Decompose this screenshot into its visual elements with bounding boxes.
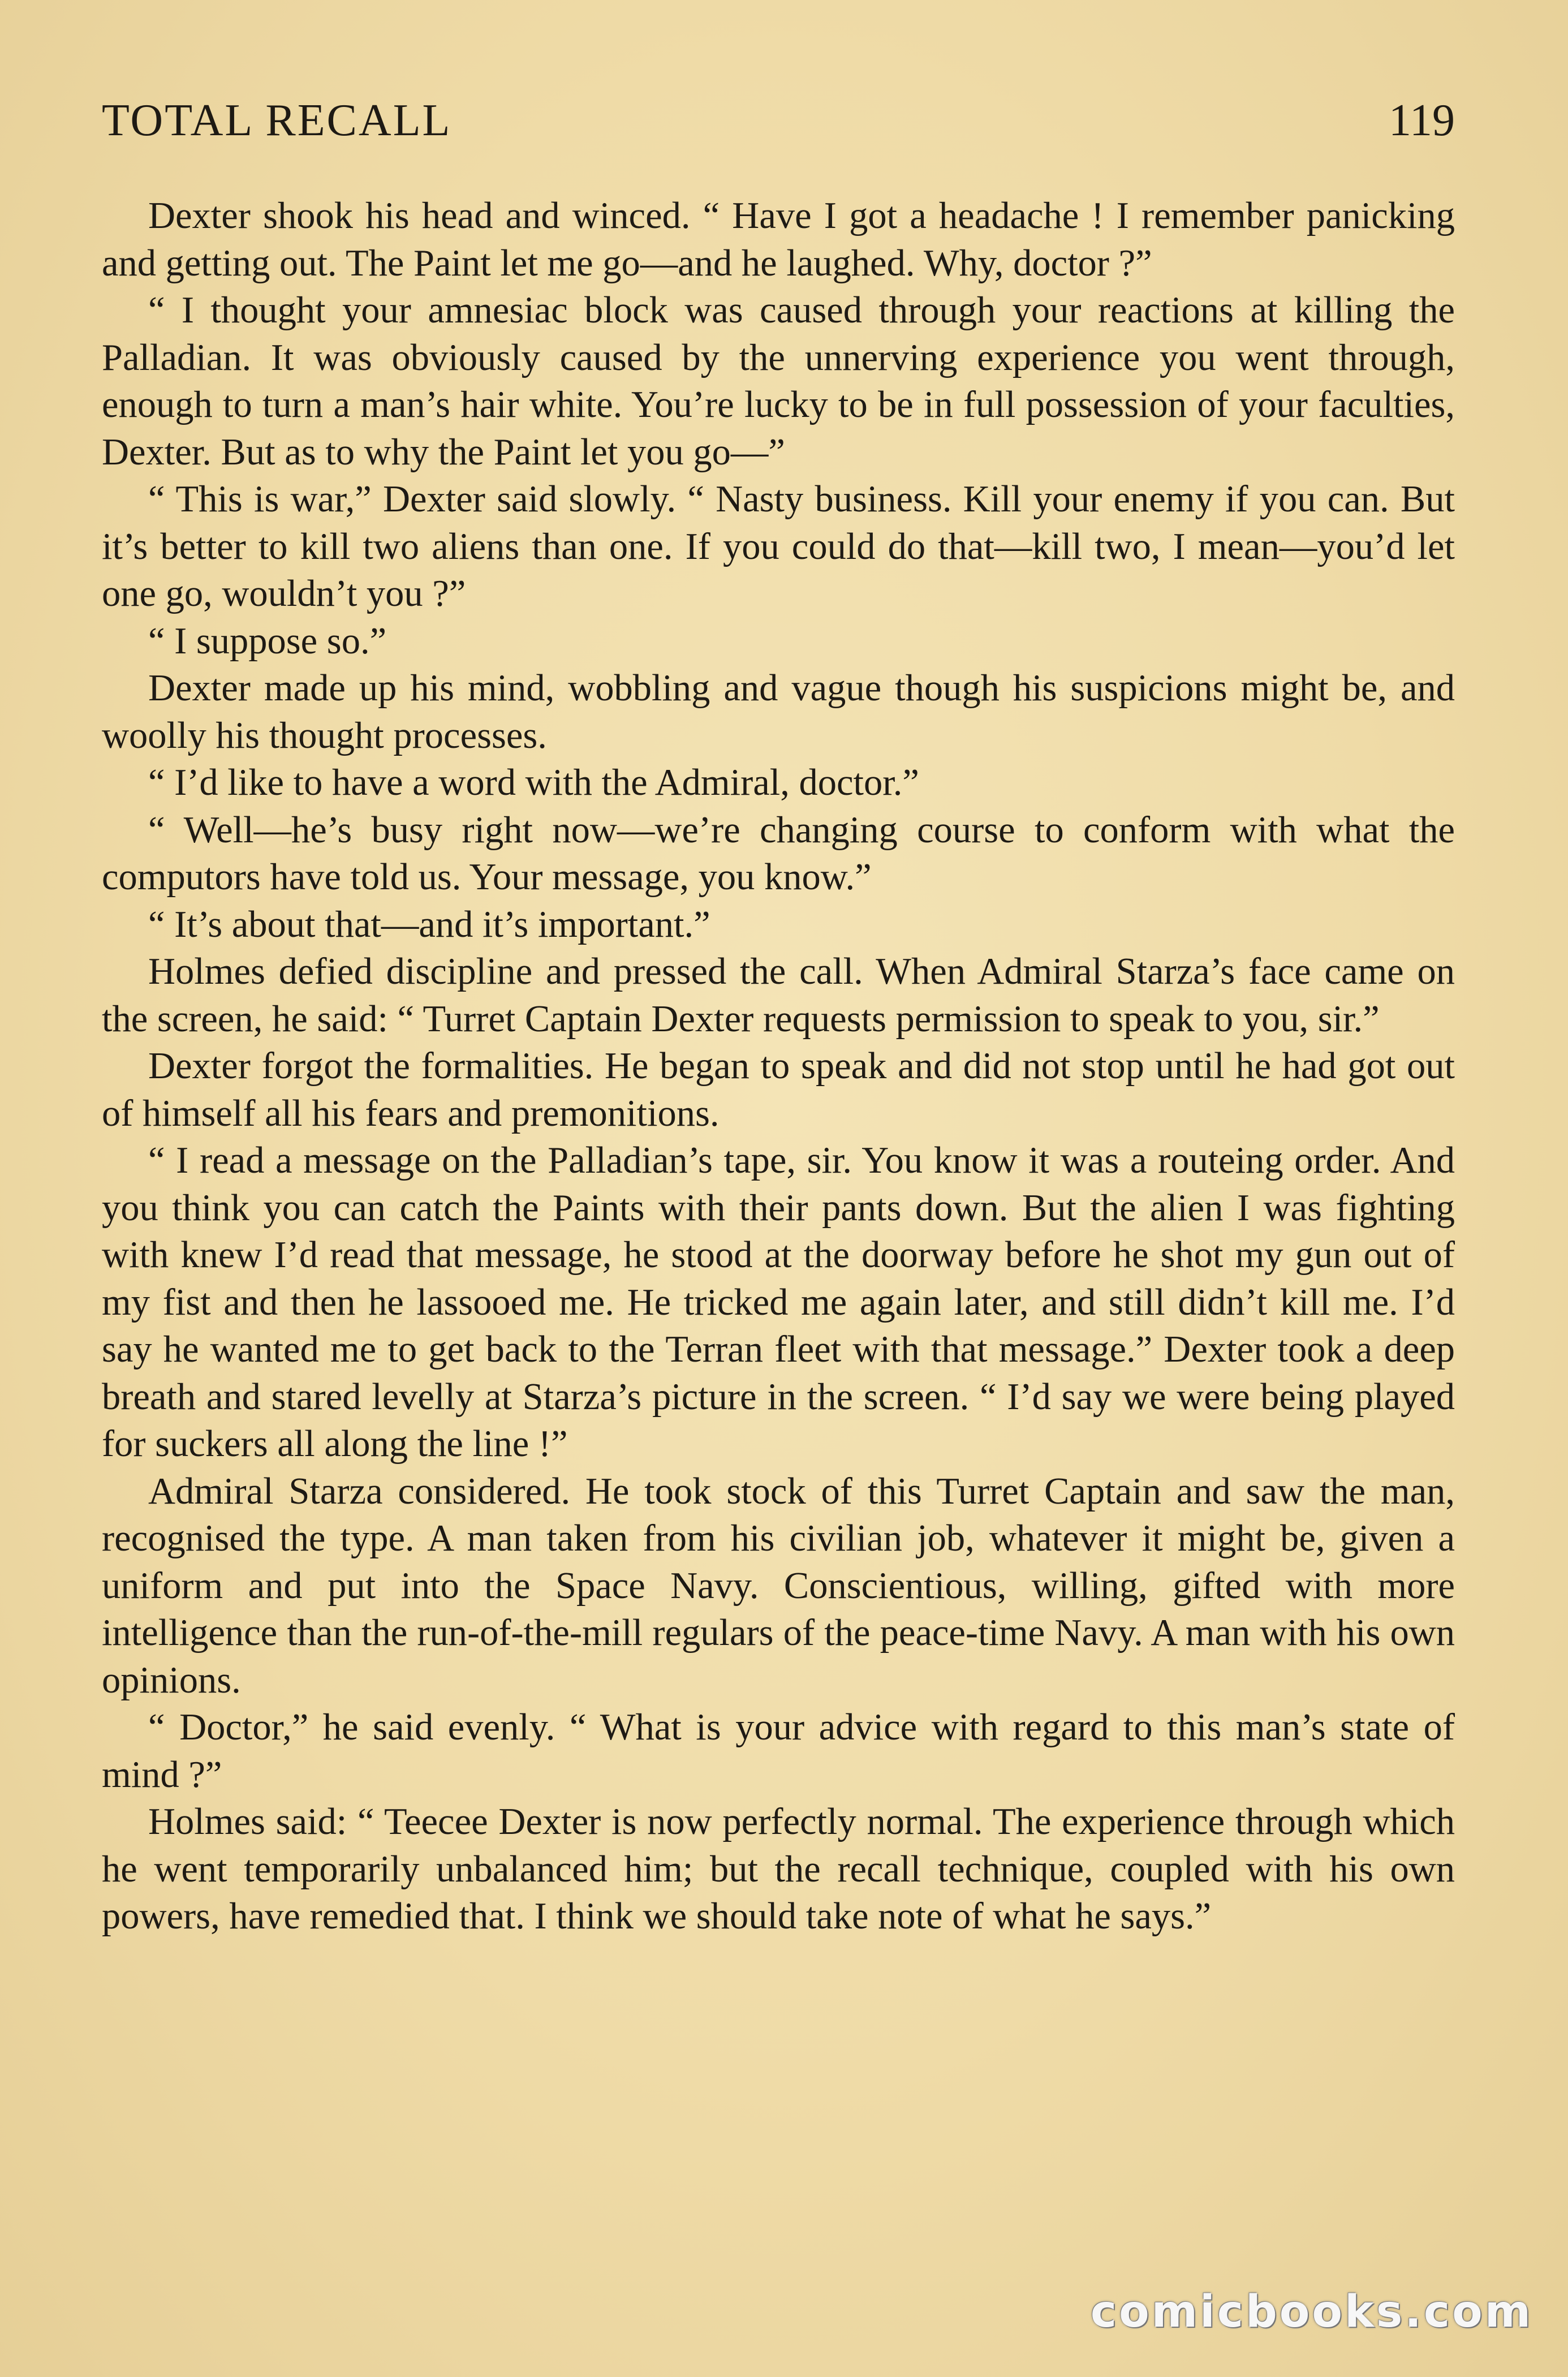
- running-title: TOTAL RECALL: [102, 96, 452, 145]
- paragraph: “ I suppose so.”: [148, 620, 387, 662]
- paragraph: Dexter forgot the formalities. He began to speak and did not stop until he had got out of himself all his fears and premonitions.: [102, 1045, 1455, 1134]
- paragraph: “ This is war,” Dexter said slowly. “ Nasty business. Kill your enemy if you can. But it’s better to kill two aliens than one. If you could do that—kill two, I mean—you’d let one go, wouldn’t you ?”: [102, 479, 1455, 614]
- paragraph: Holmes said: “ Teecee Dexter is now perfectly normal. The experience through which he went temporarily unbalanced him; but the recall technique, coupled with his own powers, have remedied that. I think we should take note of what he says.”: [102, 1801, 1455, 1937]
- paragraph: “ I read a message on the Palladian’s tape, sir. You know it was a routeing order. And you think you can catch the Paints with their pants down. But the alien I was fighting with knew I’d read that message, he stood at the doorway before he shot my gun out of my fist and then he lassooed me. He tricked me again later, and still didn’t kill me. I’d say he wanted me to get back to the Terran fleet with that message.” Dexter took a deep breath and stared levelly at Starza’s picture in the screen. “ I’d say we were being played for suckers all along the line !”: [102, 1140, 1455, 1465]
- paragraph: Dexter shook his head and winced. “ Have I got a headache ! I remember panicking and getting out. The Paint let me go—and he laughed. Why, doctor ?”: [102, 195, 1455, 284]
- paragraph: “ Well—he’s busy right now—we’re changing course to conform with what the computors have told us. Your message, you know.”: [102, 809, 1455, 898]
- page-number: 119: [1388, 96, 1455, 145]
- paragraph: “ I thought your amnesiac block was caused through your reactions at killing the Palladian. It was obviously caused by the unnerving experience you went through, enough to turn a man’s hair white. You’re lucky to be in full possession of your faculties, Dexter. But as to why the Paint let you go—”: [102, 290, 1455, 473]
- paragraph: “ Doctor,” he said evenly. “ What is your advice with regard to this man’s state of mind ?”: [102, 1707, 1455, 1795]
- paragraph: Dexter made up his mind, wobbling and vague though his suspicions might be, and woolly his thought processes.: [102, 668, 1455, 756]
- page-header: [102, 95, 1455, 157]
- paragraph: Holmes defied discipline and pressed the call. When Admiral Starza’s face came on the screen, he said: “ Turret Captain Dexter requests permission to speak to you, sir.”: [102, 951, 1455, 1040]
- body-text: [102, 192, 1455, 1940]
- paragraph: Admiral Starza considered. He took stock of this Turret Captain and saw the man, recognised the type. A man taken from his civilian job, whatever it might be, given a uniform and put into the Space Navy. Conscientious, willing, gifted with more intelligence than the run-of-the-mill regulars of the peace-time Navy. A man with his own opinions.: [102, 1470, 1455, 1701]
- paragraph: “ I’d like to have a word with the Admiral, doctor.”: [148, 762, 919, 803]
- watermark: comicbooks.com: [1090, 2286, 1533, 2337]
- paragraph: “ It’s about that—and it’s important.”: [148, 903, 710, 945]
